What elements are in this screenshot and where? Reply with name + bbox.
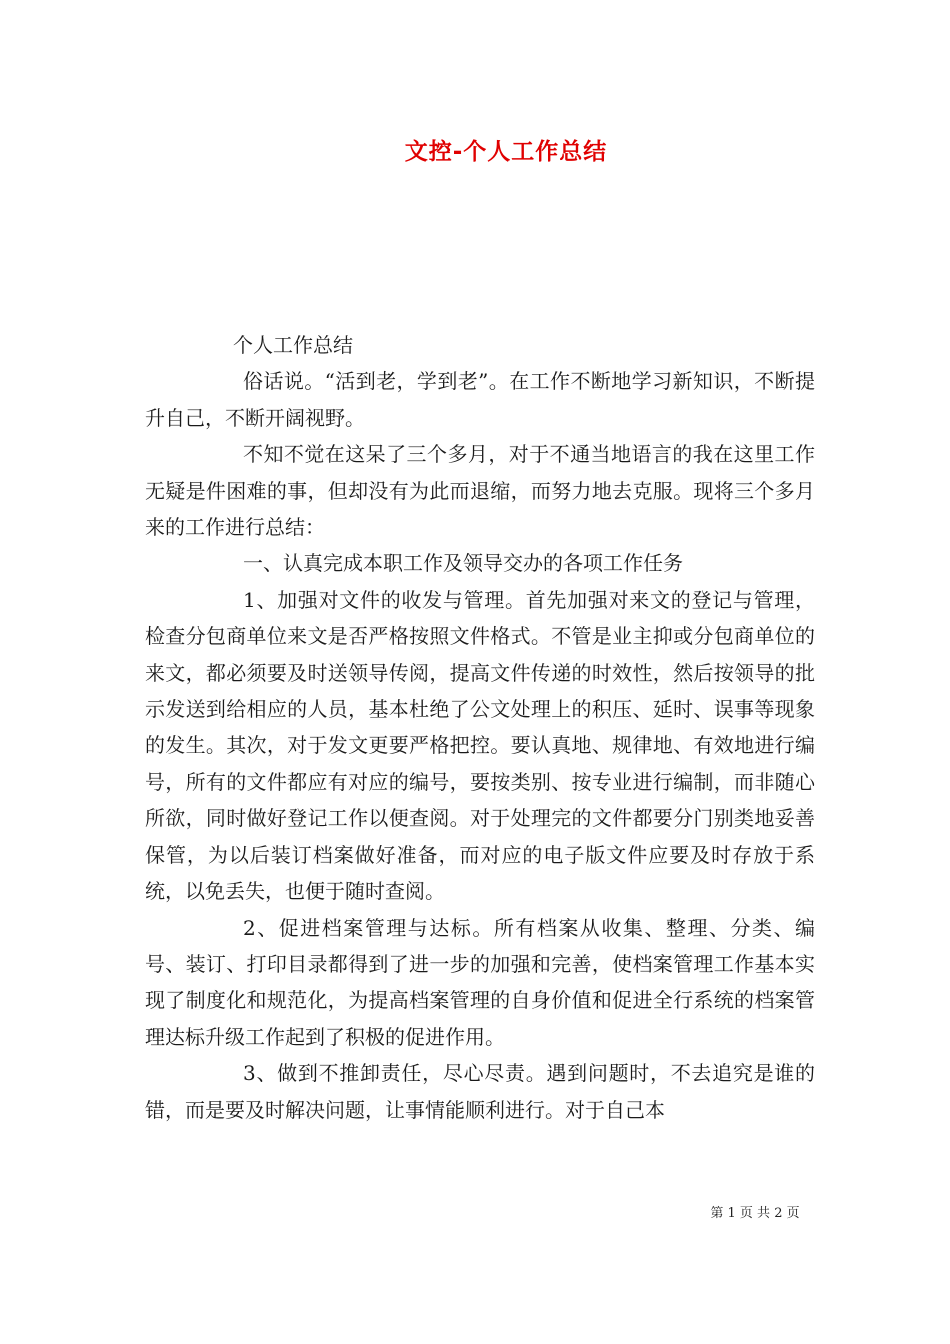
section-heading-1: 一、认真完成本职工作及领导交办的各项工作任务 xyxy=(243,551,683,576)
document-body xyxy=(145,327,815,1128)
paragraph-intro: 俗话说。“活到老，学到老”。在工作不断地学习新知识，不断提升自己，不断开阔视野。 xyxy=(145,369,815,430)
paragraph-overview: 不知不觉在这呆了三个多月，对于不通当地语言的我在这里工作无疑是件困难的事，但却没有为此而退缩，而努力地去克服。现将三个多月来的工作进行总结： xyxy=(145,442,815,540)
paragraph-item-2: 2、促进档案管理与达标。所有档案从收集、整理、分类、编号、装订、打印目录都得到了进一步的加强和完善，使档案管理工作基本实现了制度化和规范化，为提高档案管理的自身价值和促进全行系统的档案管理达标升级工作起到了积极的促进作用。 xyxy=(145,915,815,1049)
paragraph-item-3: 3、做到不推卸责任，尽心尽责。遇到问题时，不去追究是谁的错，而是要及时解决问题，让事情能顺利进行。对于自己本 xyxy=(145,1061,815,1122)
paragraph-item-1: 1、加强对文件的收发与管理。首先加强对来文的登记与管理，检查分包商单位来文是否严格按照文件格式。不管是业主抑或分包商单位的来文，都必须要及时送领导传阅，提高文件传递的时效性，然后按领导的批示发送到给相应的人员，基本杜绝了公文处理上的积压、延时、误事等现象的发生。其次，对于发文更要严格把控。要认真地、规律地、有效地进行编号，所有的文件都应有对应的编号，要按类别、按专业进行编制，而非随心所欲，同时做好登记工作以便查阅。对于处理完的文件都要分门别类地妥善保管，为以后装订档案做好准备，而对应的电子版文件应要及时存放于系统，以免丢失，也便于随时查阅。 xyxy=(145,587,815,904)
document-subtitle: 个人工作总结 xyxy=(233,333,353,357)
page-number-footer: 第 1 页 共 2 页 xyxy=(710,1206,800,1221)
document-title: 文控-个人工作总结 xyxy=(404,139,608,165)
